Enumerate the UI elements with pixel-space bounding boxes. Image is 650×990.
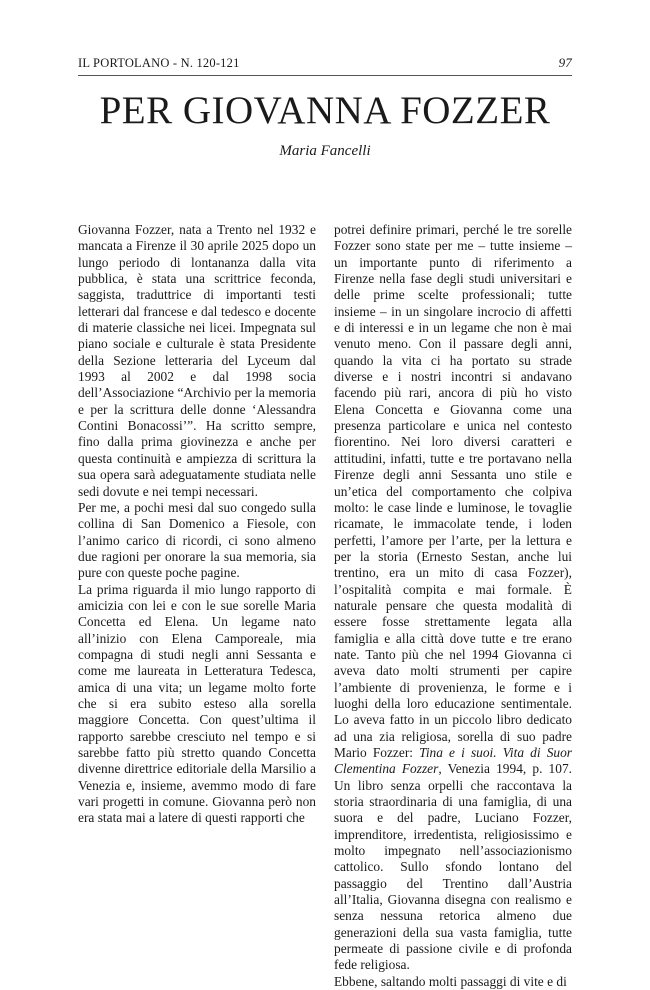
- paragraph-3-tail-pre: potrei definire primari, perché le tre sorelle Fozzer sono state per me – tutte insieme – un importante punto di riferimento a Firenze nella fase degli studi universitari e delle prime scelte professionali; tutte insieme – in un singolare incrocio di affetti e di interessi e in un legame che non è mai venuto meno. Con il passare degli anni, quando la vita ci ha portato su strade diverse e i nostri incontri si andavano facendo più rari, ancora di più ho visto Elena Concetta e Giovanna come una presenza particolare e unica nel contesto fiorentino. Nei loro diversi caratteri e attitudini, infatti, tutte e tre portavano nella Firenze degli anni Sessanta uno stile e un’etica del comportamento che colpiva molto: le case linde e luminose, le tovaglie ricamate, le immacolate tende, i loden perfetti, l’amore per l’arte, per la lettura e per la storia (Ernesto Sestan, anche lui trentino, era un mito di casa Fozzer), l’ospitalità compita e mai formale. È naturale pensare che questa modalità di essere fosse strettamente legata alla famiglia e alla città dove tutte e tre erano nate. Tanto più che nel 1994 Giovanna ci aveva dato molti strumenti per capire l’ambiente di provenienza, le forme e i luoghi della loro educazione sentimentale. Lo aveva fatto in un piccolo libro dedicato ad una zia religiosa, sorella di suo padre Mario Fozzer:: [334, 222, 572, 760]
- page-number: 97: [558, 55, 572, 70]
- paragraph-3-tail: , Venezia 1994, p. 107. Un libro senza orpelli che raccontava la storia straordinaria di una famiglia, di una suora e del padre, Luciano Fozzer, imprenditore, irredentista, religiosissimo e molto impegnato nell’associazionismo cattolico. Sullo sfondo lontano del passaggio del Trentino dall’Austria all’Italia, Giovanna disegna con realismo e senza nessuna retorica almeno due generazioni della sua vasta famiglia, tutte permeate di passione civile e di profonda fede religiosa.: [334, 761, 572, 973]
- journal-title: IL PORTOLANO - N. 120-121: [78, 56, 240, 70]
- running-head: [78, 55, 572, 71]
- paragraph-3-start: [78, 582, 316, 827]
- paragraph-3-cont: [334, 222, 572, 974]
- paragraph-4: Ebbene, saltando molti passaggi di vite e di: [334, 973, 567, 989]
- paragraph-3-text: La prima riguarda il mio lungo rapporto di amicizia con lei e con le sue sorelle Maria Concetta ed Elena. Un legame nato all’inizio con Elena Camporeale, mia compagna di studi negli anni Sessanta e come me laureata in Letteratura Tedesca, amica di una vita; un legame molto forte che si era subito esteso alla sorella maggiore Concetta. Con quest’ultima il rapporto sarebbe cresciuto nel tempo e si sarebbe fatto più stretto quando Concetta divenne direttrice editoriale della Marsilio a Venezia e, insieme, avemmo modo di fare vari progetti in comune. Giovanna però non era stata mai a latere di questi rapporti che: [78, 581, 316, 826]
- book-title: Tina e i suoi. Vita di Suor Clementina Fozzer: [334, 745, 572, 777]
- header-rule: [78, 75, 572, 76]
- paragraph-1: Giovanna Fozzer, nata a Trento nel 1932 e mancata a Firenze il 30 aprile 2025 dopo un lungo periodo di lontananza dalla vita pubblica, è stata una scrittrice feconda, saggista, traduttrice di importanti testi letterari dal francese e dal tedesco e docente di materie classiche nei licei. Impegnata sul piano sociale e culturale è stata Presidente della Sezione letteraria del Lyceum dal 1993 al 2002 e dal 1998 socia dell’Associazione “Archivio per la memoria e per la scrittura delle donne ‘Alessandra Contini Bonacossi’”. Ha scritto sempre, fino dalla prima giovinezza e anche per questa continuità e ampiezza di scrittura la sua opera sarà adeguatamente studiata nelle sedi dovute e nei tempi necessari.: [78, 222, 316, 499]
- article-title: PER GIOVANNA FOZZER: [99, 89, 551, 132]
- body-column-left: [78, 222, 316, 827]
- article-author: Maria Fancelli: [279, 143, 371, 159]
- body-column-right: [334, 222, 572, 990]
- paragraph-2: Per me, a pochi mesi dal suo congedo sulla collina di San Domenico a Fiesole, con l’animo carico di ricordi, ci sono almeno due ragioni per onorare la sua memoria, sia pure con queste poche pagine.: [78, 499, 316, 581]
